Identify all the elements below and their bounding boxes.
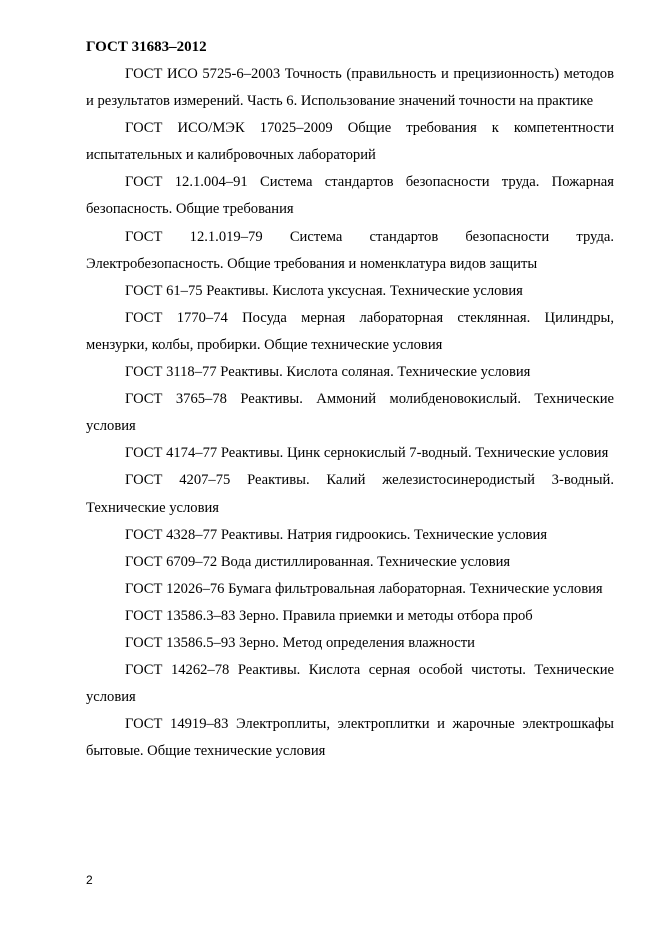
reference-entry: ГОСТ 4328–77 Реактивы. Натрия гидроокись. Технические условия xyxy=(125,526,548,543)
reference-entry: ГОСТ 12.1.004–91 Система стандартов безопасности труда. Пожарная безопасность. Общие требования xyxy=(86,174,614,218)
reference-entry: ГОСТ 14262–78 Реактивы. Кислота серная особой чистоты. Технические условия xyxy=(86,662,614,706)
reference-entry: ГОСТ 13586.5–93 Зерно. Метод определения влажности xyxy=(125,634,475,651)
page-number: 2 xyxy=(86,873,93,887)
reference-entry: ГОСТ ИСО/МЭК 17025–2009 Общие требования к компетентности испытательных и калибровочных лабораторий xyxy=(86,120,614,164)
reference-list xyxy=(86,61,614,765)
reference-entry: ГОСТ 4174–77 Реактивы. Цинк сернокислый 7-водный. Технические условия xyxy=(125,445,609,462)
reference-entry: ГОСТ 3118–77 Реактивы. Кислота соляная. Технические условия xyxy=(125,364,531,381)
reference-entry: ГОСТ 6709–72 Вода дистиллированная. Технические условия xyxy=(125,553,511,570)
reference-entry: ГОСТ 12026–76 Бумага фильтровальная лабораторная. Технические условия xyxy=(125,580,603,597)
reference-entry: ГОСТ 14919–83 Электроплиты, электроплитки и жарочные электрошкафы бытовые. Общие технические условия xyxy=(86,716,614,760)
reference-entry: ГОСТ 13586.3–83 Зерно. Правила приемки и методы отбора проб xyxy=(125,607,533,624)
reference-entry: ГОСТ 3765–78 Реактивы. Аммоний молибденовокислый. Технические условия xyxy=(86,391,614,435)
document-header: ГОСТ 31683–2012 xyxy=(86,39,207,55)
reference-entry: ГОСТ 12.1.019–79 Система стандартов безопасности труда. Электробезопасность. Общие требования и номенклатура видов защиты xyxy=(86,228,614,272)
reference-entry: ГОСТ 61–75 Реактивы. Кислота уксусная. Технические условия xyxy=(125,282,523,299)
reference-entry: ГОСТ 4207–75 Реактивы. Калий железистосинеродистый 3-водный. Технические условия xyxy=(86,472,614,516)
reference-entry: ГОСТ ИСО 5725-6–2003 Точность (правильность и прецизионность) методов и результатов измерений. Часть 6. Использование значений точности на практике xyxy=(86,66,614,110)
reference-entry: ГОСТ 1770–74 Посуда мерная лабораторная стеклянная. Цилиндры, мензурки, колбы, пробирки. Общие технические условия xyxy=(86,309,614,353)
